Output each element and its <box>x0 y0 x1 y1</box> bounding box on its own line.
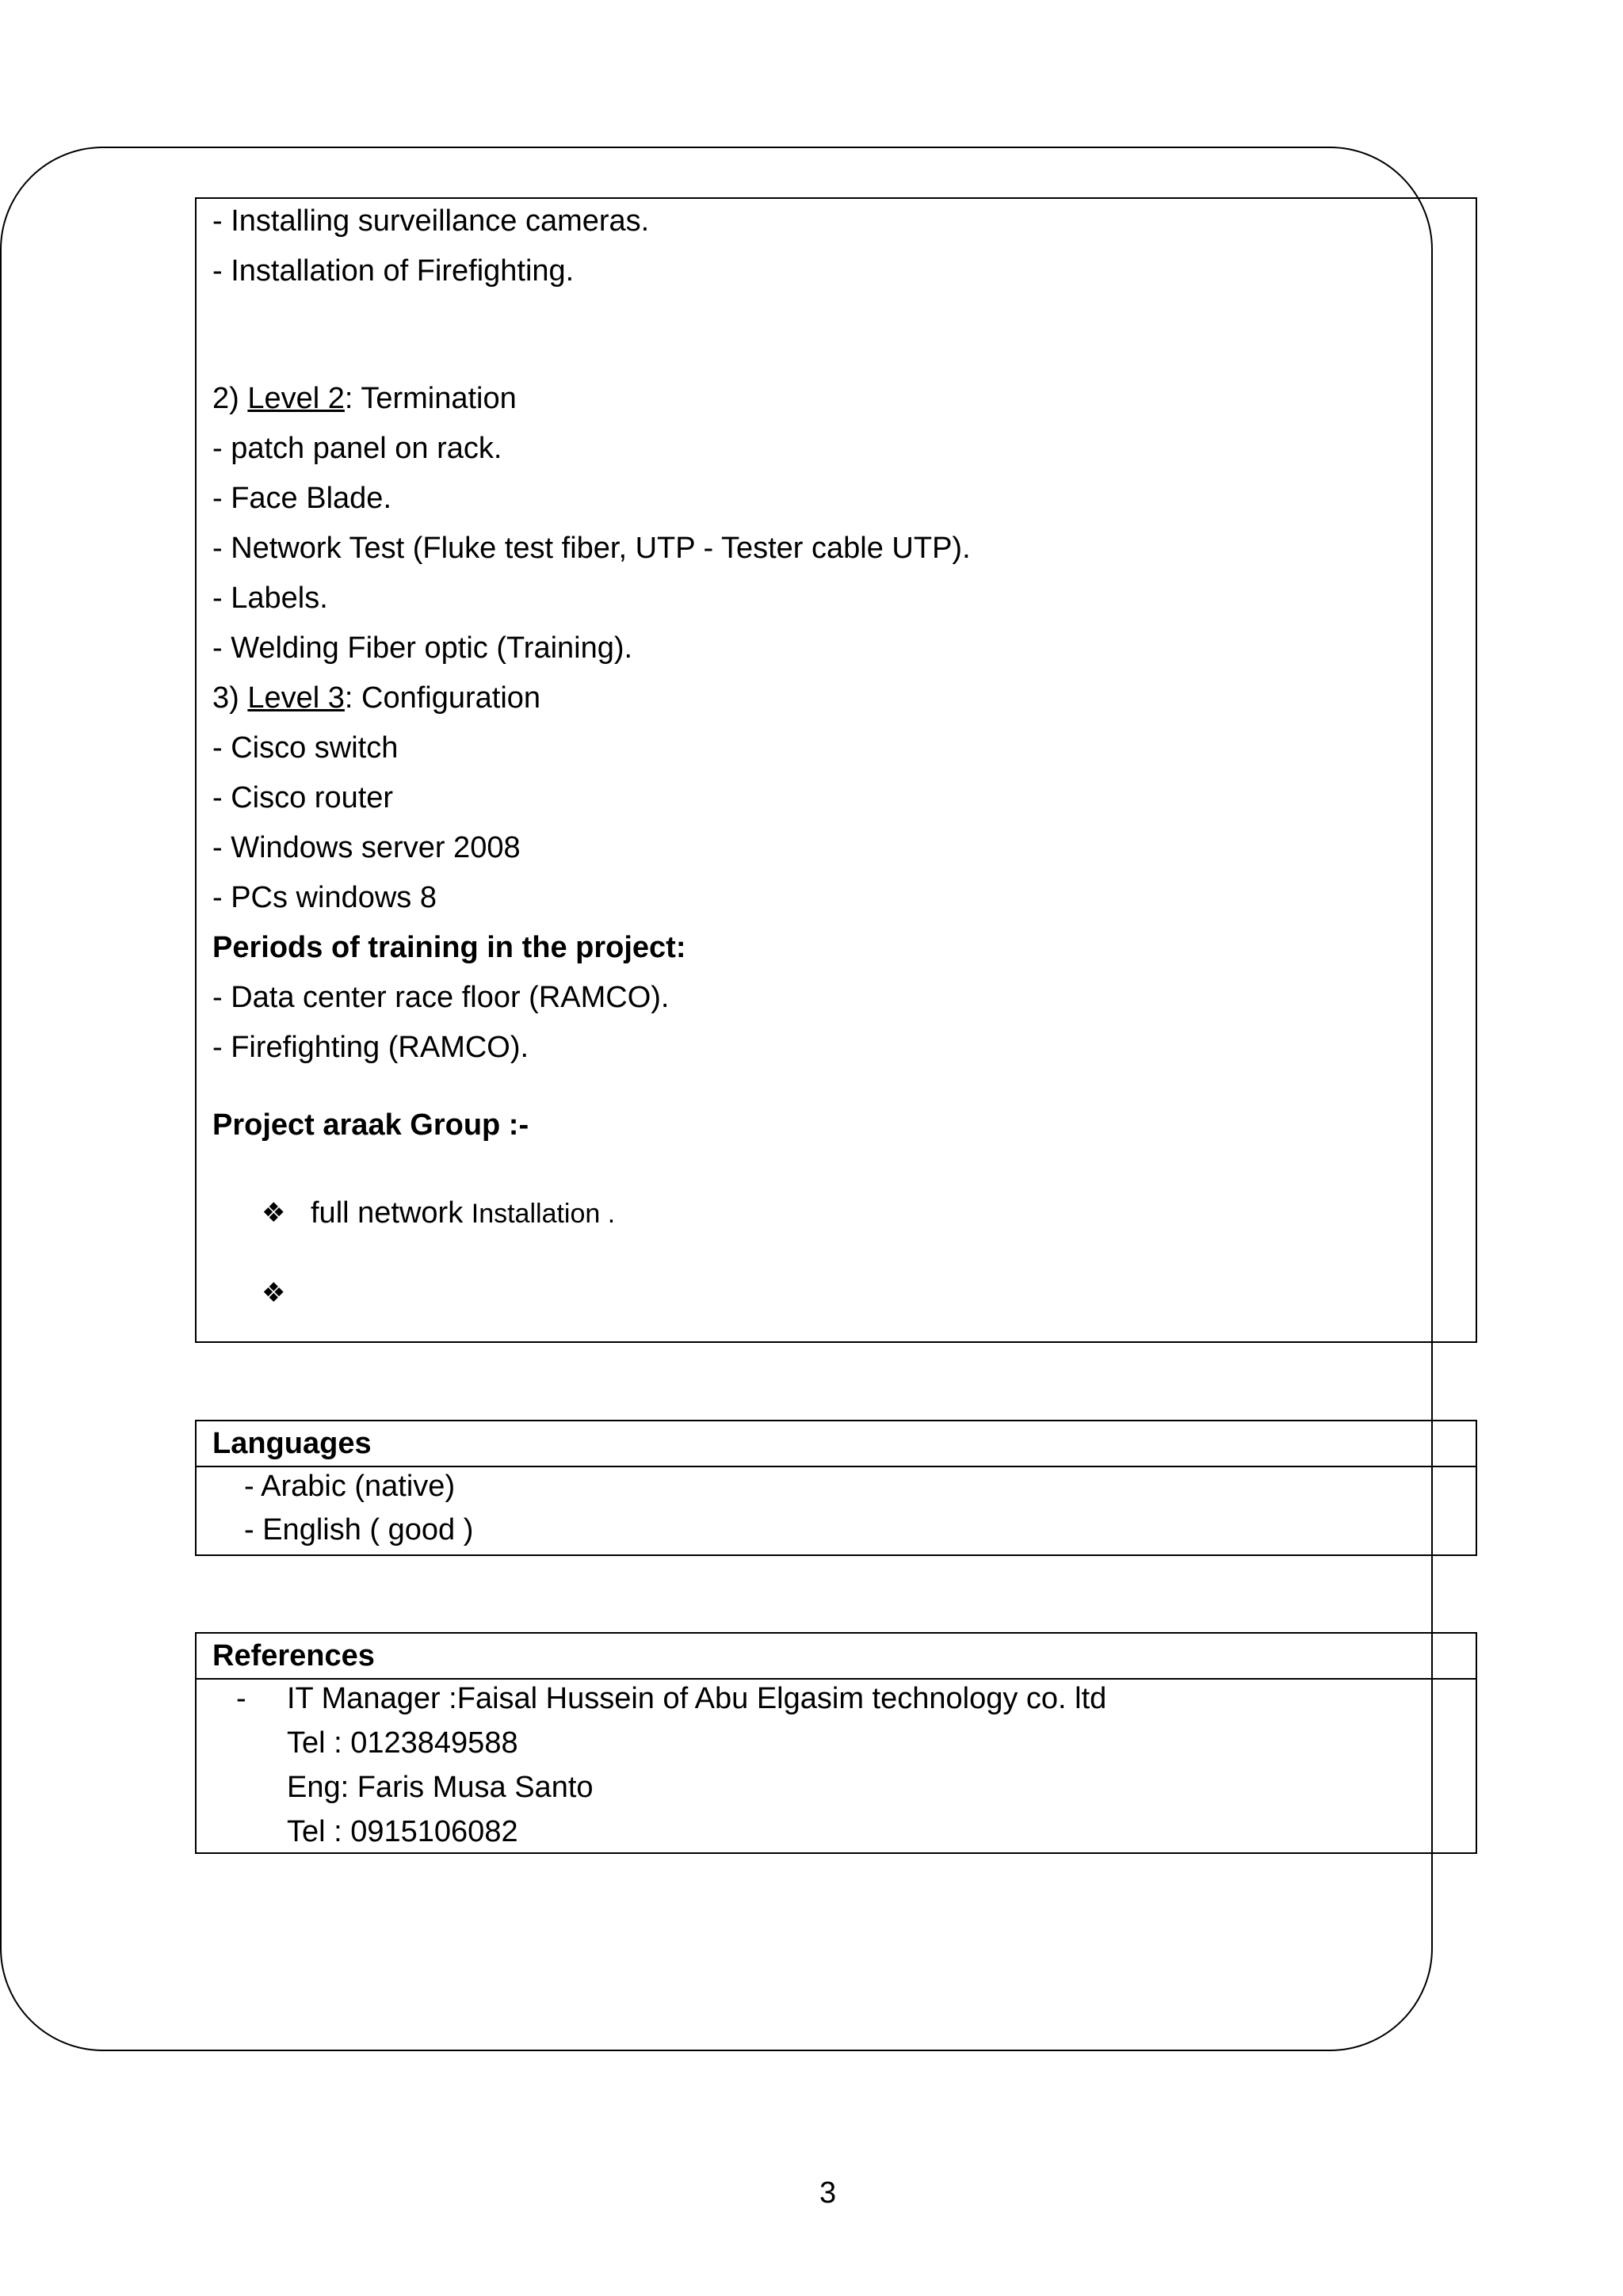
diamond-bullet-icon: ❖ <box>262 1278 286 1308</box>
reference-line: Tel : 0123849588 <box>287 1726 518 1760</box>
level3-item: - Windows server 2008 <box>212 831 521 864</box>
training-heading: Periods of training in the project: <box>212 931 686 964</box>
experience-section <box>195 197 1477 1343</box>
reference-line: IT Manager :Faisal Hussein of Abu Elgasim technology co. ltd <box>287 1682 1107 1715</box>
reference-dash: - <box>236 1682 246 1715</box>
training-item: - Data center race floor (RAMCO). <box>212 981 670 1014</box>
references-header <box>197 1634 1476 1680</box>
project-bullet-text: full network Installation . <box>311 1196 616 1230</box>
level2-item: - patch panel on rack. <box>212 432 502 465</box>
level2-item: - Network Test (Fluke test fiber, UTP - Tester cable UTP). <box>212 532 971 565</box>
level3-item: - Cisco switch <box>212 731 399 765</box>
project-heading: Project araak Group :- <box>212 1108 529 1142</box>
references-section <box>195 1632 1477 1854</box>
reference-line: Tel : 0915106082 <box>287 1815 518 1848</box>
experience-line: - Installation of Firefighting. <box>212 254 575 288</box>
page-number: 3 <box>819 2176 837 2210</box>
level3-label: Level 3 <box>247 681 345 715</box>
languages-heading: Languages <box>212 1427 372 1460</box>
experience-line: - Installing surveillance cameras. <box>212 204 650 238</box>
level3-heading: 3) Level 3: Configuration <box>212 681 541 715</box>
level2-item: - Face Blade. <box>212 482 391 515</box>
language-item: - English ( good ) <box>244 1513 474 1547</box>
level3-item: - PCs windows 8 <box>212 881 437 914</box>
reference-line: Eng: Faris Musa Santo <box>287 1771 594 1804</box>
level2-item: - Labels. <box>212 582 328 615</box>
diamond-bullet-icon: ❖ <box>262 1198 286 1228</box>
references-heading: References <box>212 1639 375 1672</box>
languages-section <box>195 1420 1477 1556</box>
languages-header <box>197 1421 1476 1467</box>
level2-label: Level 2 <box>247 382 345 415</box>
level2-item: - Welding Fiber optic (Training). <box>212 631 633 665</box>
level2-heading: 2) Level 2: Termination <box>212 382 517 415</box>
language-item: - Arabic (native) <box>244 1470 456 1503</box>
level3-item: - Cisco router <box>212 781 394 814</box>
training-item: - Firefighting (RAMCO). <box>212 1031 529 1064</box>
